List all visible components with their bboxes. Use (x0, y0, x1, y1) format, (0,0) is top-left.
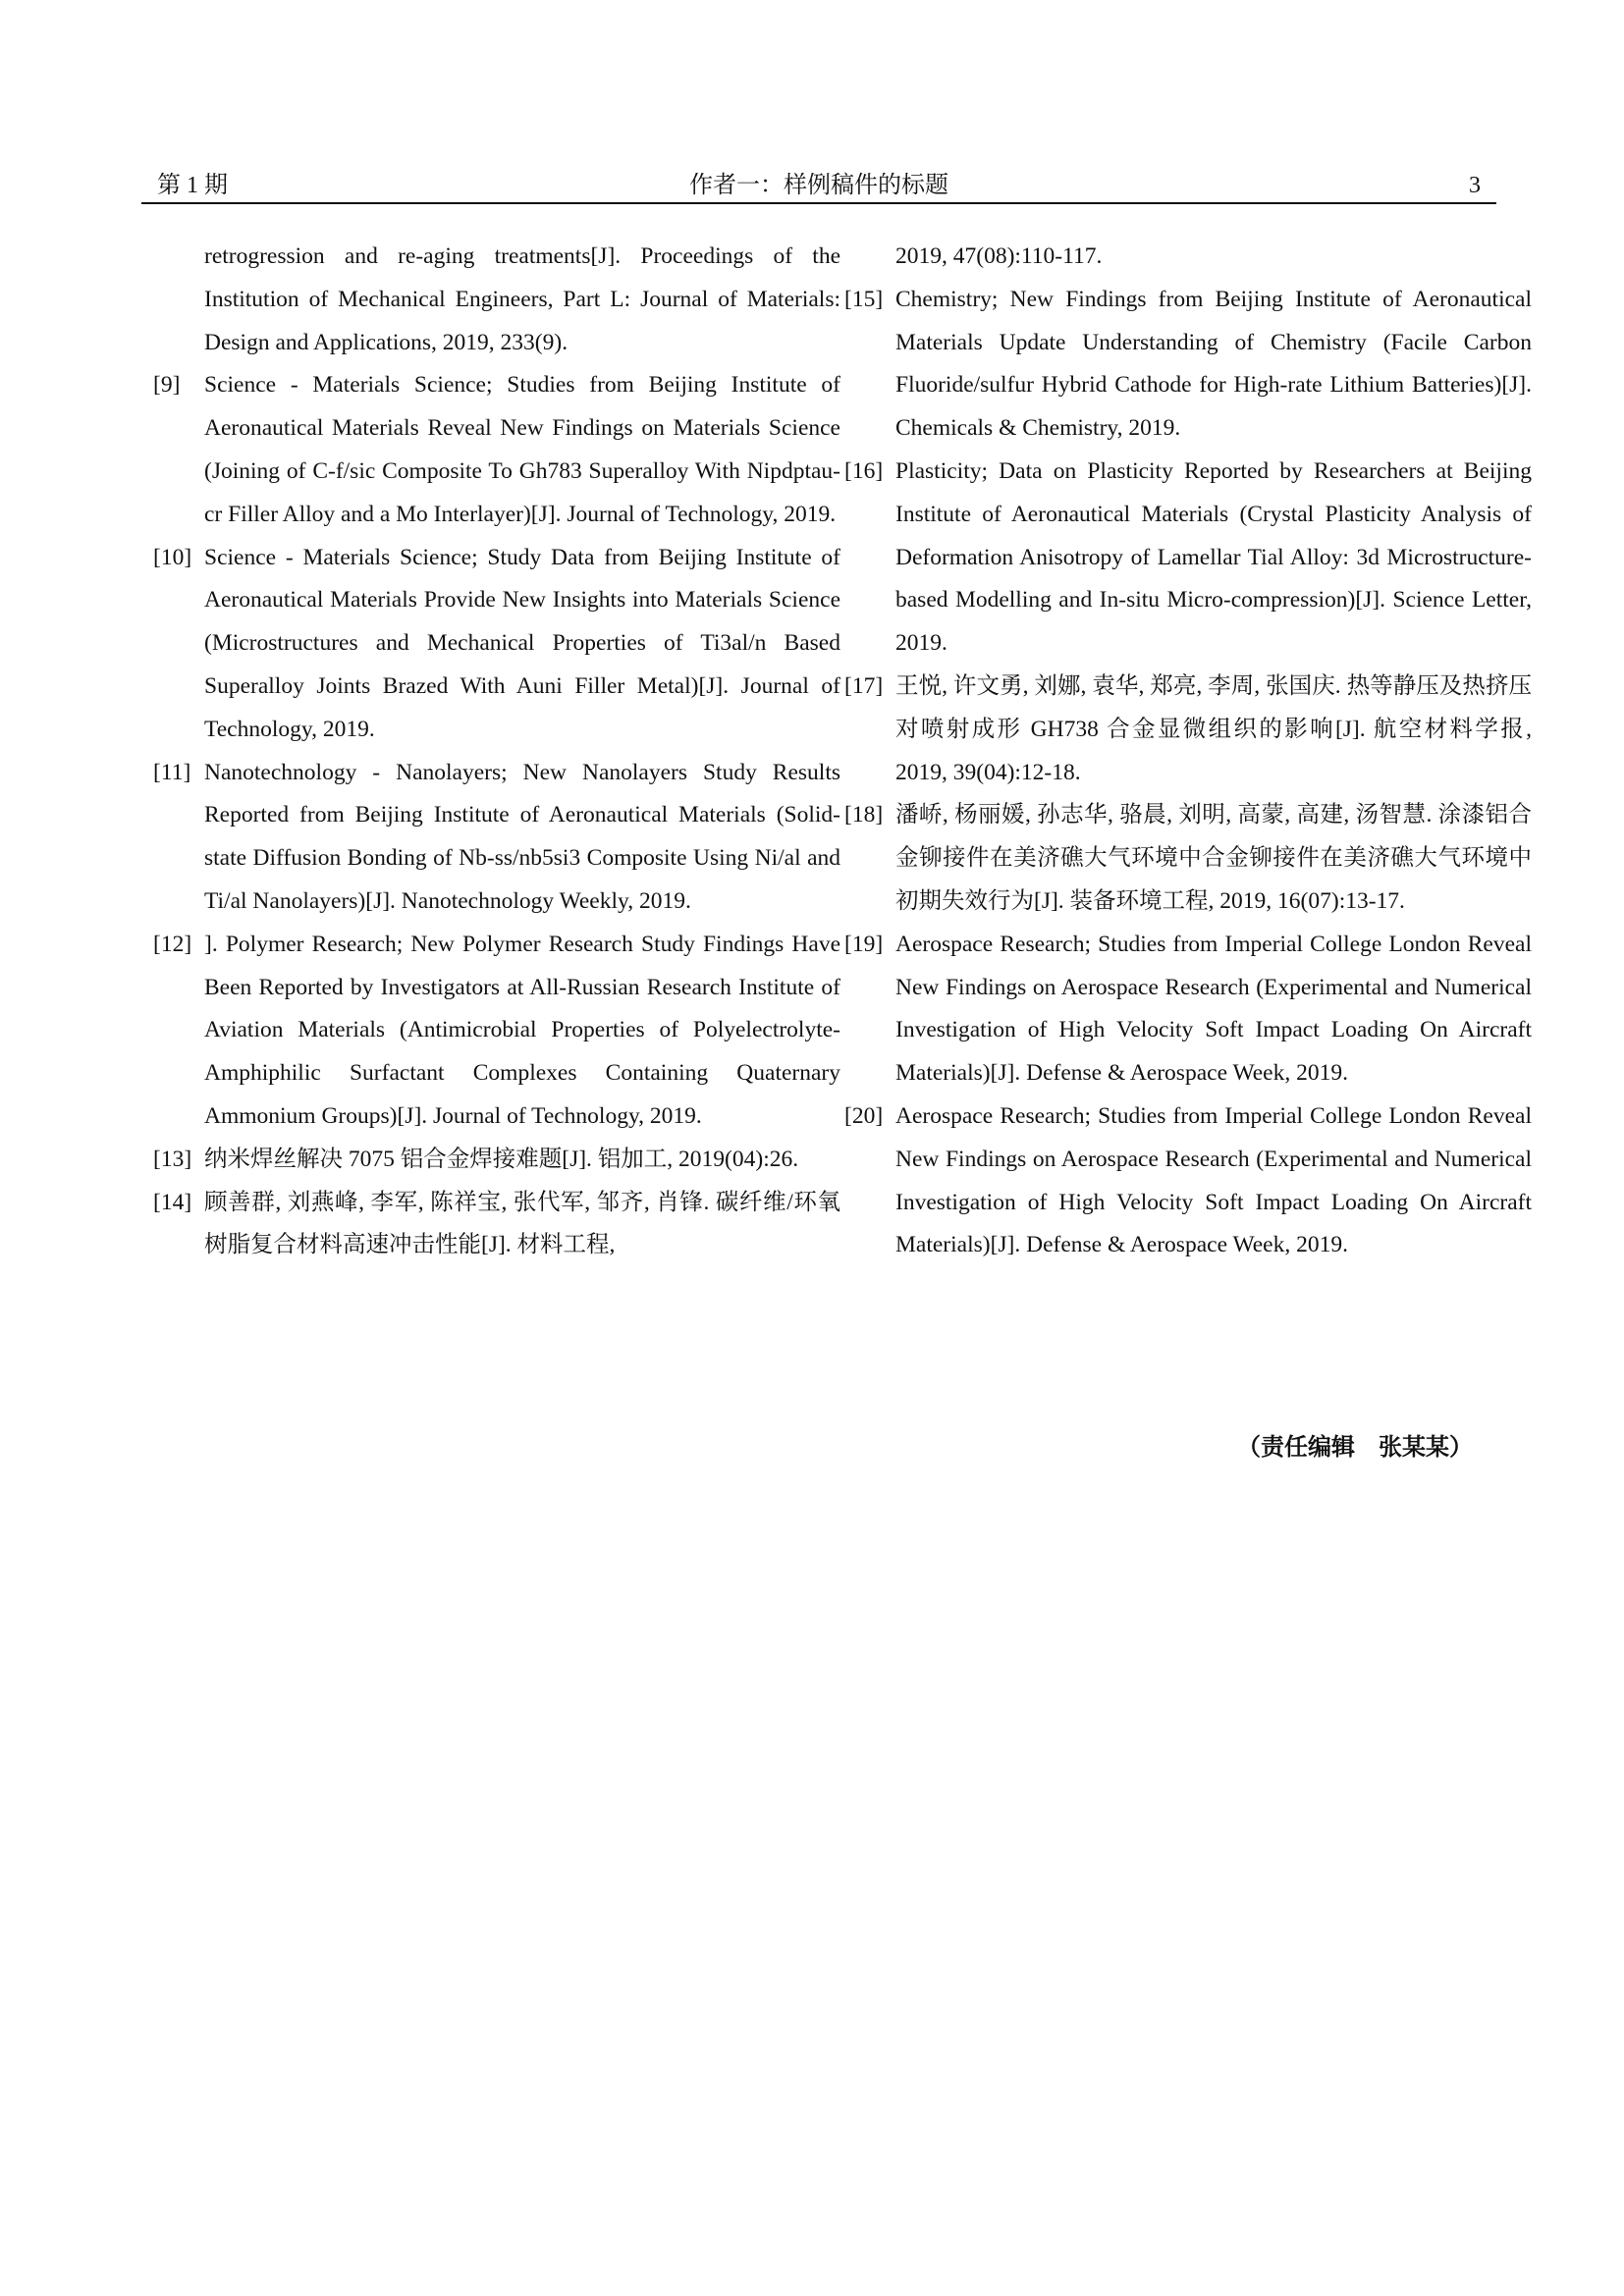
reference-item (153, 924, 840, 1139)
reference-item (844, 1095, 1532, 1267)
reference-item (844, 666, 1532, 794)
header-rule (141, 202, 1496, 204)
reference-number: [16] (844, 457, 884, 484)
reference-number: [12] (153, 931, 192, 957)
reference-item (153, 1139, 840, 1182)
reference-text: retrogression and re-aging treatments[J]. Proceedings of the Institution of Mechanical Engineers, Part L: Journal of Materials: Design and Applications, 2019, 233(9). (204, 243, 840, 355)
reference-number: [19] (844, 931, 884, 957)
reference-number: [18] (844, 802, 884, 828)
reference-text: Chemistry; New Findings from Beijing Institute of Aeronautical Materials Update Understanding of Chemistry (Facile Carbon Fluoride/sulfur Hybrid Cathode for High-rate Lithium Batteries)[J]. Chemicals & Chemistry, 2019. (895, 286, 1532, 442)
reference-text: 2019, 47(08):110-117. (895, 243, 1103, 269)
reference-item (153, 752, 840, 924)
reference-number: [11] (153, 759, 191, 785)
reference-item (844, 236, 1532, 279)
issue-label: 第 1 期 (157, 173, 228, 198)
reference-text: Aerospace Research; Studies from Imperial College London Reveal New Findings on Aerospace Research (Experimental and Numerical Investigation of High Velocity Soft Impact Loading On Aircraft Materials)[J]. Defense & Aerospace Week, 2019. (895, 931, 1532, 1087)
reference-item (844, 794, 1532, 923)
reference-text: Aerospace Research; Studies from Imperial College London Reveal New Findings on Aerospace Research (Experimental and Numerical Investigation of High Velocity Soft Impact Loading On Aircraft Materials)[J]. Defense & Aerospace Week, 2019. (895, 1102, 1532, 1258)
reference-number: [9] (153, 372, 181, 399)
reference-text: 纳米焊丝解决 7075 铝合金焊接难题[J]. 铝加工, 2019(04):26. (204, 1146, 799, 1172)
reference-text: Nanotechnology - Nanolayers; New Nanolayers Study Results Reported from Beijing Institute of Aeronautical Materials (Solid-state Diffusion Bonding of Nb-ss/nb5si3 Composite Using Ni/al and Ti/al Nanolayers)[J]. Nanotechnology Weekly, 2019. (204, 759, 840, 914)
reference-text: ]. Polymer Research; New Polymer Research Study Findings Have Been Reported by Investigators at All-Russian Research Institute of Aviation Materials (Antimicrobial Properties of Polyelectrolyte-Amphiphilic Surfactant Complexes Containing Quaternary Ammonium Groups)[J]. Journal of Technology, 2019. (204, 931, 840, 1129)
reference-number: [17] (844, 672, 884, 699)
page-number: 3 (1469, 173, 1481, 198)
reference-item (153, 1182, 840, 1268)
reference-item (153, 537, 840, 752)
reference-item (153, 236, 840, 364)
reference-text: 顾善群, 刘燕峰, 李军, 陈祥宝, 张代军, 邹齐, 肖锋. 碳纤维/环氧树脂复合材料高速冲击性能[J]. 材料工程, (204, 1189, 840, 1258)
reference-text: Science - Materials Science; Study Data from Beijing Institute of Aeronautical Materials Provide New Insights into Materials Science (Microstructures and Mechanical Properties of Ti3al/n Based Superalloy Joints Brazed With Auni Filler Metal)[J]. Journal of Technology, 2019. (204, 544, 840, 742)
editor-note: （责任编辑 张某某） (1237, 1433, 1473, 1461)
references-right-column (844, 236, 1532, 1267)
reference-number: [13] (153, 1146, 192, 1172)
reference-number: [10] (153, 544, 192, 570)
reference-number: [20] (844, 1102, 884, 1129)
reference-item (844, 924, 1532, 1095)
reference-text: 潘峤, 杨丽媛, 孙志华, 骆晨, 刘明, 高蒙, 高建, 汤智慧. 涂漆铝合金铆接件在美济礁大气环境中合金铆接件在美济礁大气环境中初期失效行为[J]. 装备环境工程, 2019, 16(07):13-17. (895, 802, 1532, 914)
reference-text: 王悦, 许文勇, 刘娜, 袁华, 郑亮, 李周, 张国庆. 热等静压及热挤压对喷射成形 GH738 合金显微组织的影响[J]. 航空材料学报, 2019, 39(04):12-18. (895, 672, 1532, 785)
references-left-column (153, 236, 840, 1267)
reference-number: [14] (153, 1189, 192, 1215)
reference-text: Plasticity; Data on Plasticity Reported by Researchers at Beijing Institute of Aeronautical Materials (Crystal Plasticity Analysis of Deformation Anisotropy of Lamellar Tial Alloy: 3d Microstructure-based Modelling and In-situ Micro-compression)[J]. Science Letter, 2019. (895, 457, 1532, 657)
reference-item (844, 279, 1532, 451)
reference-item (844, 451, 1532, 666)
running-header (141, 168, 1496, 203)
reference-item (153, 364, 840, 536)
reference-number: [15] (844, 286, 884, 312)
reference-text: Science - Materials Science; Studies from Beijing Institute of Aeronautical Materials Reveal New Findings on Materials Science (Joining of C-f/sic Composite To Gh783 Superalloy With Nipdptau-cr Filler Alloy and a Mo Interlayer)[J]. Journal of Technology, 2019. (204, 372, 840, 527)
running-title: 作者一：样例稿件的标题 (689, 173, 948, 198)
